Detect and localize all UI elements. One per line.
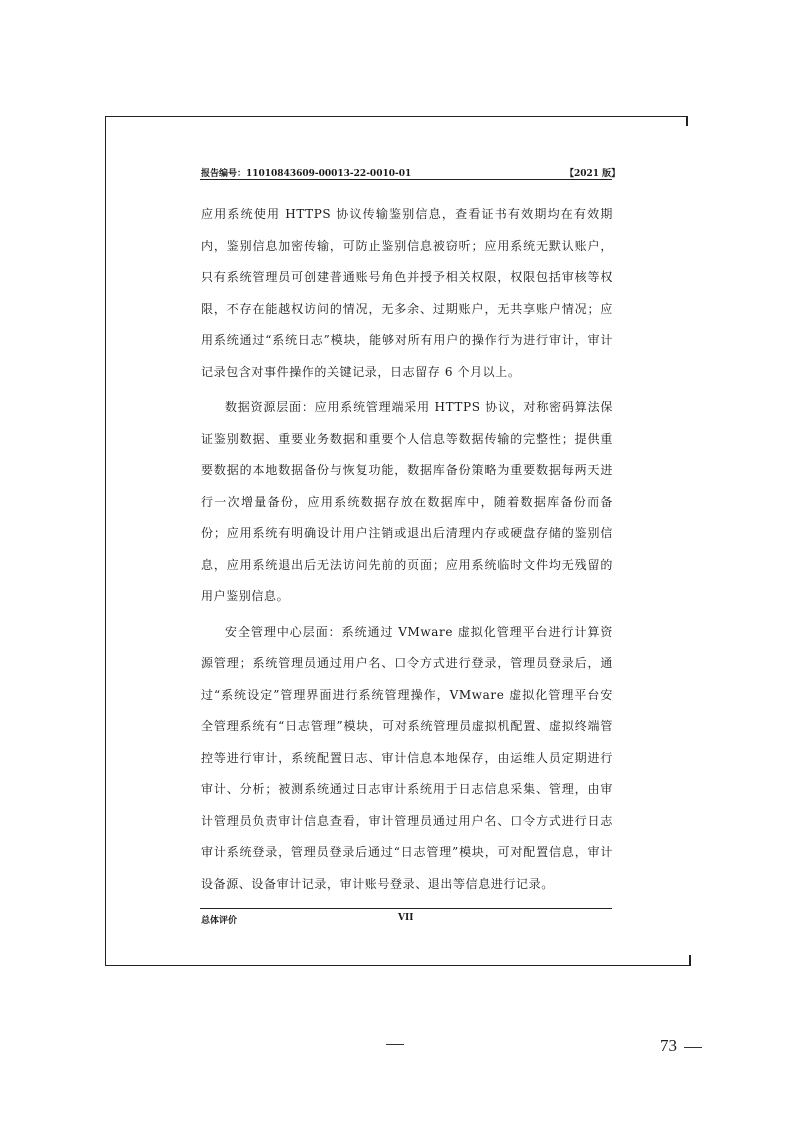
page-center-dash	[386, 1044, 404, 1045]
paragraph-security-management-center: 安全管理中心层面：系统通过 VMware 虚拟化管理平台进行计算资源管理；系统管理员通过用户名、口令方式进行登录，管理员登录后，通过“系统设定”管理界面进行系统管理操作，VMware 虚拟化管理平台安全管理系统有“日志管理”模块，可对系统管理员虚拟机配置、虚拟终端管控等进行审计，系统配置日志、审计信息本地保存，由运维人员定期进行审计、分析；被测系统通过日志审计系统用于日志信息采集、管理，由审计管理员负责审计信息查看，审计管理员通过用户名、口令方式进行日志审计系统登录，管理员登录后通过“日志管理”模块，可对配置信息，审计设备源、设备审计记录，审计账号登录、退出等信息进行记录。	[201, 624, 613, 891]
crop-mark-top-right	[686, 116, 688, 126]
page-frame-left-border	[105, 116, 106, 966]
edition-label: 【2021 版】	[565, 169, 621, 179]
page-number-dash	[684, 1047, 702, 1048]
footer-page-number: VII	[398, 913, 414, 923]
book-page-number: 73	[660, 1036, 677, 1055]
footer-section-title: 总体评价	[201, 916, 238, 926]
crop-mark-bottom-right	[689, 955, 691, 966]
page-frame-top-border	[105, 116, 687, 117]
paragraph-data-resource-layer: 数据资源层面：应用系统管理端采用 HTTPS 协议，对称密码算法保证鉴别数据、重要业务数据和重要个人信息等数据传输的完整性；提供重要数据的本地数据备份与恢复功能，数据库备份策略为重要数据每两天进行一次增量备份，应用系统数据存放在数据库中，随着数据库备份而备份；应用系统有明确设计用户注销或退出后清理内存或硬盘存储的鉴别信息，应用系统退出后无法访问先前的页面；应用系统临时文件均无残留的用户鉴别信息。	[201, 400, 613, 603]
footer-divider	[200, 908, 612, 909]
report-number: 报告编号：11010843609-00013-22-0010-01	[201, 169, 412, 179]
paragraph-application-layer: 应用系统使用 HTTPS 协议传输鉴别信息，查看证书有效期均在有效期内，鉴别信息加密传输，可防止鉴别信息被窃听；应用系统无默认账户，只有系统管理员可创建普通账号角色并授予相关权限，权限包括审核等权限，不存在能越权访问的情况，无多余、过期账户，无共享账户情况；应用系统通过“系统日志”模块，能够对所有用户的操作行为进行审计，审计记录包含对事件操作的关键记录，日志留存 6 个月以上。	[201, 207, 613, 379]
header-divider	[200, 179, 612, 180]
report-body	[201, 199, 613, 900]
page-frame-bottom-border	[105, 965, 691, 966]
